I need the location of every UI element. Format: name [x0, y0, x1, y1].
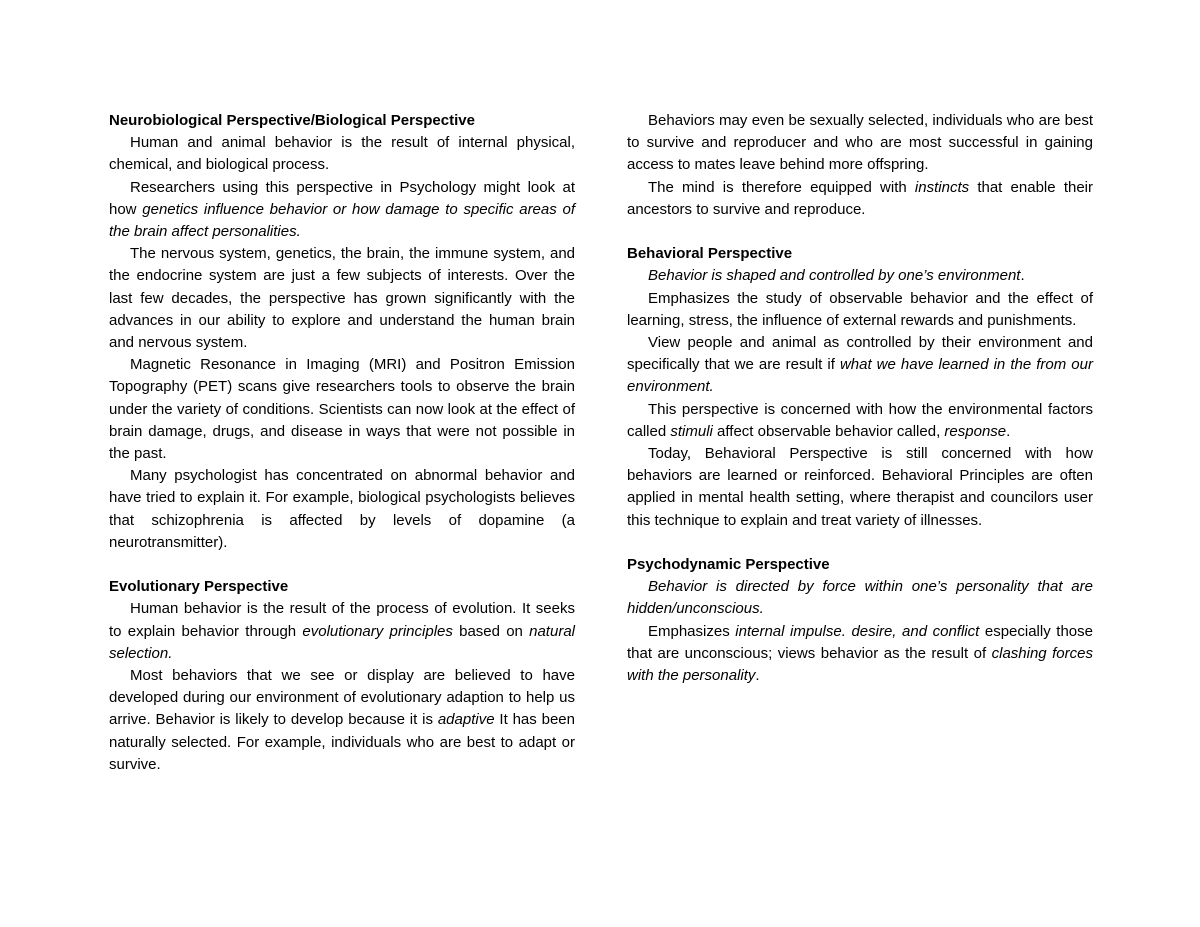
evo-cont-p2-text-b: that enable their ancestors to survive and reproduce.	[627, 178, 1093, 218]
behav-paragraph-1	[627, 265, 1093, 287]
evo-p2-italic: adaptive	[437, 711, 495, 729]
evo-cont-paragraph-1: Behaviors may even be sexually selected, individuals who are best to survive and reproducer and who are most successful in gaining access to mates leave behind more offspring.	[627, 112, 1093, 174]
psycho-paragraph-1	[627, 576, 1093, 620]
psycho-p2-italic-2: clashing forces with the personality	[627, 644, 1093, 685]
evo-p1-italic-1: evolutionary principles	[302, 622, 453, 640]
behavioral-heading: Behavioral Perspective	[627, 245, 793, 263]
behav-p1-text: .	[1020, 267, 1025, 285]
behav-p3-italic: what we have learned in the from our environment.	[627, 356, 1093, 396]
psycho-p2-text-c: .	[755, 667, 760, 685]
behav-paragraph-5: Today, Behavioral Perspective is still concerned with how behaviors are learned or reinforced. Behavioral Principles are often applied in mental health setting, where therapist and councilors user this technique to explain and treat variety of illnesses.	[627, 445, 1093, 529]
neuro-p2-italic: genetics influence behavior or how damage to specific areas of the brain affect personalities.	[109, 200, 575, 241]
behav-p3-text: View people and animal as controlled by their environment and specifically that we are result if	[627, 334, 1093, 374]
neuro-paragraph-3: The nervous system, genetics, the brain, the immune system, and the endocrine system are just a few subjects of interests. Over the last few decades, the perspective has grown significantly with the advances in our ability to explore and understand the human brain and nervous system.	[109, 245, 575, 352]
behav-p1-italic: Behavior is shaped and controlled by one’s environment	[648, 267, 1021, 285]
evo-p1-italic-2: natural selection.	[109, 622, 575, 662]
neuro-paragraph-2	[109, 177, 575, 244]
evo-cont-paragraph-2	[627, 177, 1093, 221]
neuro-paragraph-1: Human and animal behavior is the result of internal physical, chemical, and biological process.	[109, 134, 575, 174]
evo-p1-text-b: based on	[452, 622, 530, 640]
evo-paragraph-2	[109, 665, 575, 776]
section-gap	[109, 554, 575, 576]
evo-cont-p2-italic: instincts	[914, 178, 970, 196]
psycho-p2-text-a: Emphasizes	[648, 622, 736, 640]
psycho-p1-italic: Behavior is directed by force within one’s personality that are hidden/unconscious.	[627, 578, 1093, 618]
behav-p4-text-c: .	[1006, 422, 1011, 440]
section-gap	[627, 221, 1093, 243]
evo-cont-p2-text-a: The mind is therefore equipped with	[648, 178, 915, 196]
evo-p1-text-a: Human behavior is the result of the process of evolution. It seeks to explain behavior through	[109, 600, 575, 640]
behav-p4-italic-2: response	[944, 422, 1007, 440]
neuro-paragraph-4: Magnetic Resonance in Imaging (MRI) and Positron Emission Topography (PET) scans give researchers tools to observe the brain under the variety of conditions. Scientists can now look at the effect of brain damage, drugs, and disease in ways that were not possible in the past.	[109, 356, 575, 463]
behav-paragraph-3	[627, 332, 1093, 399]
left-column	[109, 110, 575, 776]
psycho-paragraph-2	[627, 621, 1093, 688]
behav-paragraph-2: Emphasizes the study of observable behavior and the effect of learning, stress, the influence of external rewards and punishments.	[627, 289, 1093, 329]
evo-p2-text-a: Most behaviors that we see or display are believed to have developed during our environment of evolutionary adaption to help us arrive. Behavior is likely to develop because it is	[109, 667, 575, 729]
behav-paragraph-4	[627, 399, 1093, 443]
psycho-p2-text-b: especially those that are unconscious; views behavior as the result of	[627, 622, 1093, 662]
evolutionary-heading: Evolutionary Perspective	[109, 578, 289, 596]
behav-p4-text-a: This perspective is concerned with how the environmental factors called	[627, 400, 1093, 440]
psycho-p2-italic-1: internal impulse. desire, and conflict	[735, 622, 980, 640]
behav-p4-italic-1: stimuli	[670, 422, 713, 440]
evo-p2-text-b: It has been naturally selected. For example, individuals who are best to adapt or survive.	[109, 711, 575, 773]
neurobiological-heading: Neurobiological Perspective/Biological Perspective	[109, 112, 475, 129]
neuro-paragraph-5: Many psychologist has concentrated on abnormal behavior and have tried to explain it. For example, biological psychologists believes that schizophrenia is affected by levels of dopamine (a neurotransmitter).	[109, 467, 575, 551]
evo-paragraph-1	[109, 598, 575, 665]
behav-p4-text-b: affect observable behavior called,	[712, 422, 945, 440]
psychodynamic-heading: Psychodynamic Perspective	[627, 556, 830, 574]
section-gap	[627, 532, 1093, 554]
right-column	[627, 110, 1093, 687]
neuro-p2-text: Researchers using this perspective in Psychology might look at how	[109, 178, 575, 218]
